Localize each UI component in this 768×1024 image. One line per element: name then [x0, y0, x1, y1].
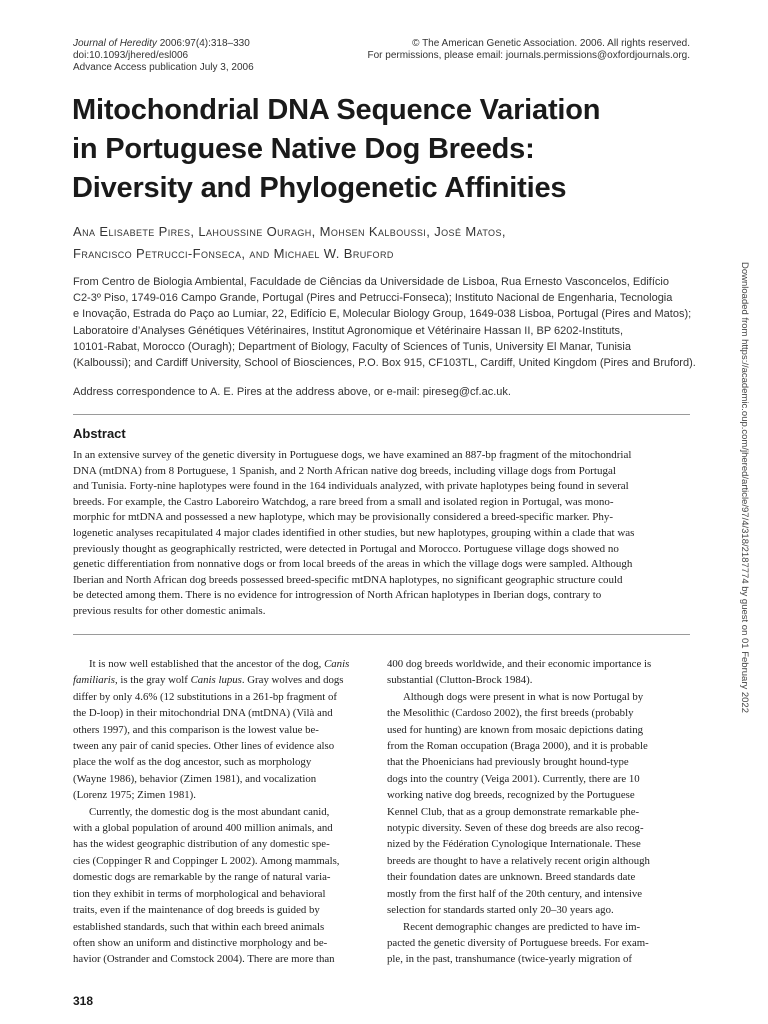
title-line: Mitochondrial DNA Sequence Variation	[72, 94, 601, 126]
advance-access-line: Advance Access publication July 3, 2006	[73, 62, 254, 73]
copyright-block	[330, 38, 690, 62]
body-text-line: selection for standards started only 20–30 years ago.	[387, 904, 614, 917]
body-text-line: has the widest geographic distribution of any domestic spe-	[73, 838, 330, 851]
doi-line: doi:10.1093/jhered/esl006	[73, 50, 189, 61]
abstract-heading: Abstract	[73, 426, 126, 441]
body-text-line: Although dogs were present in what is now Portugal by	[403, 690, 644, 703]
permissions-line: For permissions, please email: journals.permissions@oxfordjournals.org.	[367, 50, 690, 61]
abstract-line: genetic differentiation from nonnative dogs or from local breeds of the areas in which the village dogs were sampled. Although	[73, 558, 633, 571]
abstract-line: logenetic analyses recapitulated 4 major clades identified in other studies, but new haplotypes, grouping within a clade that was	[73, 526, 635, 539]
affiliation-line: Laboratoire d’Analyses Génétiques Vétérinaires, Institut Agronomique et Vétérinaire Hassan II, BP 6202-Instituts,	[73, 324, 624, 337]
author-line: Francisco Petrucci-Fonseca, and Michael W. Bruford	[73, 246, 394, 261]
body-text-line: breeds are thought to have a relatively recent origin although	[387, 854, 650, 867]
body-text-line: domestic dogs are remarkable by the range of natural varia-	[73, 871, 331, 884]
body-text-line: working native dog breeds, recognized by the Portuguese	[387, 789, 635, 802]
title-line: Diversity and Phylogenetic Affinities	[72, 172, 567, 204]
affiliation-line: From Centro de Biologia Ambiental, Faculdade de Ciências da Universidade de Lisboa, Rua Ernesto Vasconcelos, Edifício	[73, 276, 669, 288]
body-text-line: tion they exhibit in terms of morphological and behavioral	[73, 887, 326, 900]
copyright-line: © The American Genetic Association. 2006. All rights reserved.	[412, 38, 690, 49]
body-text-line: with a global population of around 400 million animals, and	[73, 822, 333, 835]
download-watermark	[736, 262, 752, 1022]
body-text-line: familiaris, is the gray wolf Canis lupus. Gray wolves and dogs	[73, 674, 344, 687]
body-text-line: nized by the Fédération Cynologique Internationale. These	[387, 838, 641, 851]
affiliation-line: (Kalboussi); and Cardiff University, School of Biosciences, P.O. Box 915, CF103TL, Cardiff, United Kingdom (Pires and Bruford).	[73, 357, 696, 370]
body-text-line: substantial (Clutton-Brock 1984).	[387, 674, 533, 687]
correspondence-address: Address correspondence to A. E. Pires at the address above, or e-mail: pireseg@cf.ac.uk.	[73, 386, 511, 398]
page-number: 318	[73, 994, 94, 1008]
body-text-line: place the wolf as the dog ancestor, such as morphology	[73, 756, 312, 769]
body-text-line: havior (Ostrander and Comstock 2004). There are more than	[73, 953, 335, 966]
abstract-line: In an extensive survey of the genetic diversity in Portuguese dogs, we have examined an 887-bp fragment of the mitochondrial	[73, 449, 632, 461]
body-text-line: often show an uniform and distinctive morphology and be-	[73, 936, 328, 949]
body-text-line: Recent demographic changes are predicted to have im-	[403, 920, 641, 933]
abstract-line: and Tunisia. Forty-nine haplotypes were found in the 164 individuals analyzed, with private haplotypes being found in several	[73, 480, 629, 493]
journal-volume: 2006:97(4):318–330	[156, 38, 250, 49]
abstract-line: DNA (mtDNA) from 8 Portuguese, 1 Spanish, and 2 North African native dog breeds, including village dogs from Portugal	[73, 464, 616, 477]
body-column-left	[73, 656, 373, 968]
article-title	[72, 91, 712, 208]
abstract-line: be detected among them. There is no evidence for introgression of North African haplotypes in Iberian dogs, contrary to	[73, 589, 602, 602]
download-notice: Downloaded from https://academic.oup.com/jhered/article/97/4/318/2187774 by guest on 01 February 2022	[739, 262, 750, 714]
body-text-line: Kennel Club, that as a group demonstrate remarkable phe-	[387, 805, 640, 818]
body-text-line: Currently, the domestic dog is the most abundant canid,	[89, 805, 330, 818]
affiliation-line: e Inovação, Estrada do Paço ao Lumiar, 22, Edifício E, Molecular Biology Group, 1649-038 Lisboa, Portugal (Pires and Matos);	[73, 308, 692, 321]
author-line: Ana Elisabete Pires, Lahoussine Ouragh, Mohsen Kalboussi, José Matos,	[73, 224, 506, 239]
body-text-line: that the Phoenicians had previously brought hound-type	[387, 756, 629, 769]
body-text-line: ple, in the past, transhumance (twice-yearly migration of	[387, 953, 632, 966]
body-text-line: pacted the genetic diversity of Portuguese breeds. For exam-	[387, 936, 649, 949]
abstract-line: previously thought as geographically restricted, were detected in Portugal and Morocco. Portuguese village dogs showed no	[73, 542, 619, 555]
section-divider	[73, 414, 690, 415]
body-text-line: the Mesolithic (Cardoso 2002), the first breeds (probably	[387, 707, 634, 720]
body-text-line: traits, even if the maintenance of dog breeds is guided by	[73, 904, 320, 917]
body-text-line: tween any pair of canid species. Other lines of evidence also	[73, 740, 335, 753]
body-text-line: cies (Coppinger R and Coppinger L 2002). Among mammals,	[73, 854, 340, 867]
body-text-line: (Wayne 1986), behavior (Zimen 1981), and vocalization	[73, 772, 317, 785]
body-text-line: notypic diversity. Seven of these dog breeds are also recog-	[387, 822, 644, 835]
body-column-right	[387, 656, 687, 968]
body-text-line: differ by only 4.6% (12 substitutions in a 261-bp fragment of	[73, 690, 337, 703]
body-text-line: used for hunting) are known from mosaic depictions dating	[387, 723, 644, 736]
body-text-line: their foundation dates are unknown. Breed standards date	[387, 871, 636, 884]
body-text-line: dogs into the country (Veiga 2001). Currently, there are 10	[387, 772, 640, 785]
body-text-line: It is now well established that the ancestor of the dog, Canis	[89, 658, 350, 670]
affiliations	[73, 274, 696, 371]
abstract-line: breeds. For example, the Castro Laboreiro Watchdog, a rare breed from a small and isolated region in Portugal, was mono-	[73, 495, 614, 508]
abstract-line: morphic for mtDNA and possessed a new haplotype, which may be provisionally considered a breed-specific marker. Phy-	[73, 511, 614, 524]
body-text-line: established standards, such that within each breed animals	[73, 920, 325, 933]
body-text-line: mostly from the first half of the 20th century, and intensive	[387, 887, 643, 900]
abstract-body	[73, 448, 693, 620]
body-text-line: from the Roman occupation (Braga 2000), and it is probable	[387, 740, 648, 753]
abstract-line: Iberian and North African dog breeds possessed breed-specific mtDNA haplotypes, no significant geographic structure could	[73, 573, 623, 586]
affiliation-line: 10101-Rabat, Morocco (Ouragh); Department of Biology, Faculty of Sciences of Tunis, University El Manar, Tunisia	[73, 340, 631, 353]
author-list	[73, 221, 693, 265]
title-line: in Portuguese Native Dog Breeds:	[72, 133, 535, 165]
body-text-line: (Lorenz 1975; Zimen 1981).	[73, 789, 196, 802]
abstract-line: previous results for other domestic animals.	[73, 604, 266, 617]
body-text-line: 400 dog breeds worldwide, and their economic importance is	[387, 658, 652, 670]
body-text-line: the D-loop) in their mitochondrial DNA (mtDNA) (Vilà and	[73, 707, 333, 720]
body-text-line: others 1997), and this comparison is the lowest value be-	[73, 723, 319, 736]
affiliation-line: C2-3º Piso, 1749-016 Campo Grande, Portugal (Pires and Petrucci-Fonseca); Instituto Nacional de Engenharia, Tecnologia	[73, 292, 673, 305]
journal-name: Journal of Heredity	[73, 38, 157, 49]
section-divider	[73, 634, 690, 635]
